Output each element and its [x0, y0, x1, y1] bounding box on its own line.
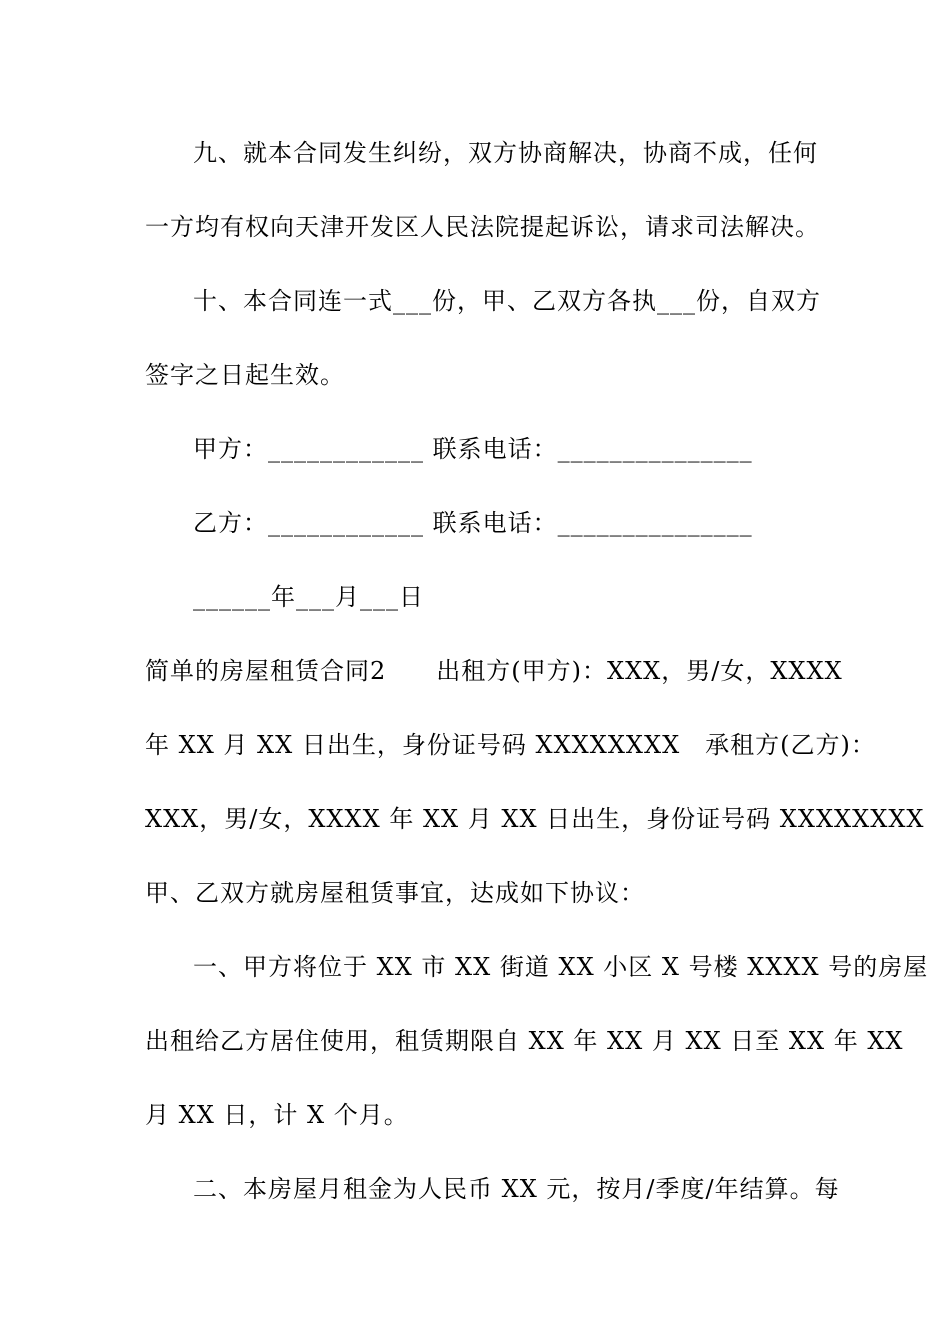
paragraph-line: 年 XX 月 XX 日出生，身份证号码 XXXXXXXX 承租方(乙方)： — [145, 731, 876, 759]
paragraph-line: 出租给乙方居住使用，租赁期限自 XX 年 XX 月 XX 日至 XX 年 XX — [145, 1027, 904, 1055]
paragraph-line: 签字之日起生效。 — [145, 361, 345, 389]
paragraph-line: XXX，男/女，XXXX 年 XX 月 XX 日出生，身份证号码 XXXXXXXX — [145, 805, 925, 833]
contract-title-line: 简单的房屋租赁合同2 出租方(甲方)：XXX，男/女，XXXX — [145, 657, 843, 685]
paragraph-line: 九、就本合同发生纠纷，双方协商解决，协商不成，任何 — [193, 139, 818, 167]
paragraph-line: 十、本合同连一式___份，甲、乙双方各执___份，自双方 — [193, 287, 821, 315]
paragraph-line: 一方均有权向天津开发区人民法院提起诉讼，请求司法解决。 — [145, 213, 820, 241]
party-a-signature-line: 甲方：____________ 联系电话：_______________ — [193, 435, 753, 463]
date-line: ______年___月___日 — [193, 583, 424, 611]
paragraph-line: 二、本房屋月租金为人民币 XX 元，按月/季度/年结算。每 — [193, 1175, 840, 1203]
paragraph-line: 甲、乙双方就房屋租赁事宜，达成如下协议： — [145, 879, 645, 907]
paragraph-line: 月 XX 日，计 X 个月。 — [145, 1101, 409, 1129]
party-b-signature-line: 乙方：____________ 联系电话：_______________ — [193, 509, 753, 537]
paragraph-line: 一、甲方将位于 XX 市 XX 街道 XX 小区 X 号楼 XXXX 号的房屋 — [193, 953, 929, 981]
